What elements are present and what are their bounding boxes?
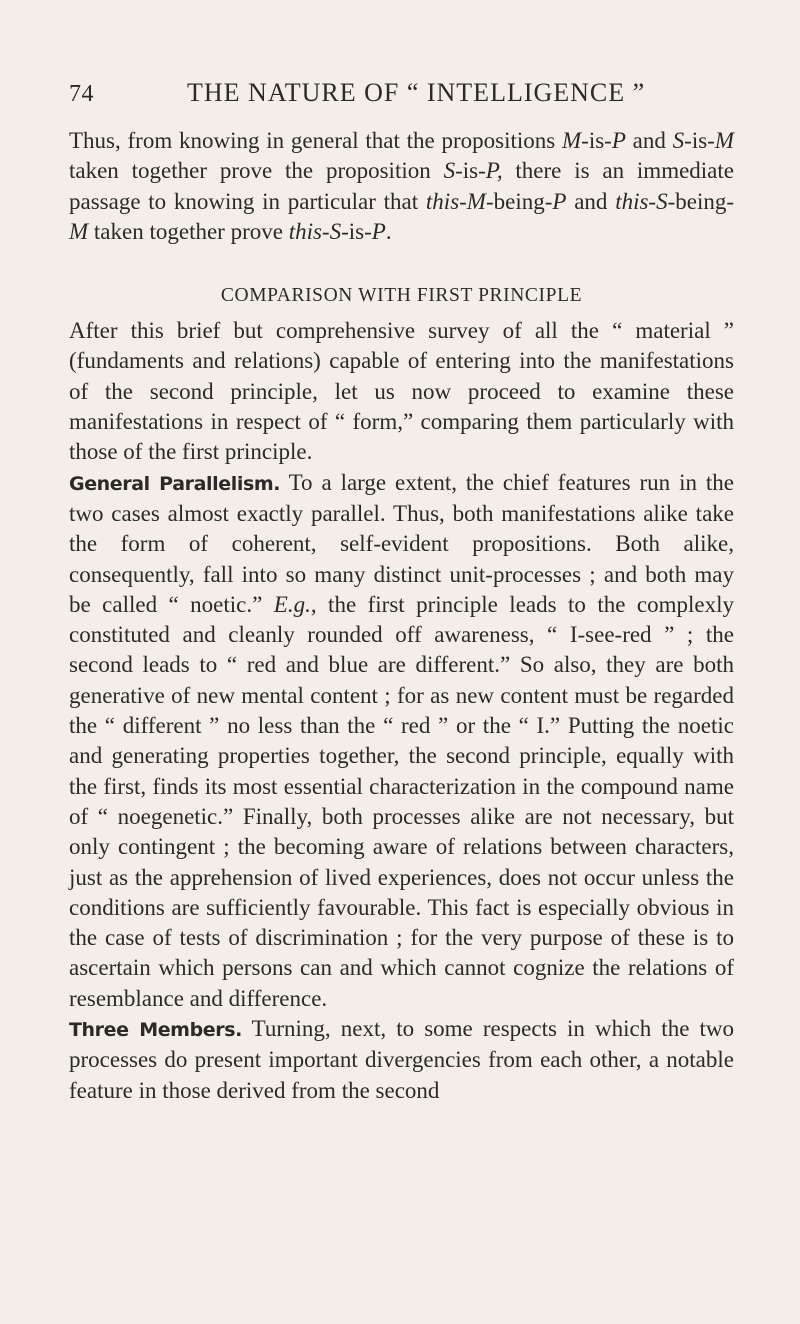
- italic-run: E.g.: [273, 591, 311, 617]
- text-run: -is-: [455, 158, 486, 184]
- text-run: and: [625, 128, 673, 153]
- italic-run: S: [443, 158, 456, 184]
- paragraph-general-parallelism: [69, 468, 734, 1014]
- italic-run: P: [552, 188, 567, 214]
- italic-run: M: [714, 128, 734, 153]
- italic-run: this-M: [425, 188, 486, 214]
- text-run: -is-: [581, 128, 612, 153]
- text-run: .: [385, 218, 392, 244]
- italic-run: P: [611, 128, 626, 153]
- text-run: To a large extent, the chief features run in the two cases almost exactly parallel. Thus, both manifestations alike take the form of coherent, self-evident propositions. Both alike, consequently, fall into so many distinct unit-processes ; and both may be called “ noetic.”: [69, 469, 735, 617]
- text-run: taken together prove: [88, 218, 289, 244]
- section-heading: COMPARISON WITH FIRST PRINCIPLE: [220, 285, 583, 307]
- text-run: , the first principle leads to the complexly constituted and cleanly rounded off awareness, “ I-see-red ” ; the second leads to “ red and blue are different.” So also, they are both generative of new mental content ; for as new content must be regarded the “ different ” no less than the “ red ” or the “ I.” Putting the noetic and generating properties together, the second principle, equally with the first, finds its most essential characterization in the compound name of “ noegenetic.” Finally, both processes alike are not necessary, but only contingent ; the becoming aware of relations between characters, just as the apprehension of lived experiences, does not occur unless the conditions are sufficiently favourable. This fact is especially obvious in the case of tests of discrimination ; for the very purpose of these is to ascertain which persons can and which cannot cognize the relations of resemblance and difference.: [69, 591, 734, 1011]
- italic-run: M: [562, 128, 582, 153]
- side-heading-general-parallelism: General Parallelism.: [69, 472, 281, 495]
- italic-run: this-S: [615, 188, 668, 214]
- text-run: -being-: [485, 188, 553, 214]
- page-number: 74: [69, 81, 94, 107]
- text-run: Turning, next, to some respects in which the two processes do present important divergencies from each other, a notable feature in those derived from the second: [69, 1016, 734, 1103]
- text-run: -is-: [684, 128, 715, 153]
- italic-run: this-S: [288, 218, 342, 244]
- text-run: and: [566, 188, 616, 214]
- paragraph-syllogism: [69, 126, 734, 247]
- paragraph-three-members: [69, 1014, 734, 1106]
- italic-run: M: [69, 218, 89, 244]
- text-run: Thus, from knowing in general that the propositions: [69, 128, 562, 153]
- text-run: -being-: [667, 188, 734, 214]
- italic-run: P,: [485, 158, 503, 184]
- text-run: taken together prove the proposition: [69, 158, 444, 184]
- text-run: there is an immediate passage to knowing in particular that: [69, 158, 734, 214]
- running-header: [69, 78, 734, 122]
- running-title: THE NATURE OF “ INTELLIGENCE ”: [187, 78, 646, 107]
- italic-run: P: [371, 218, 386, 244]
- body-text: [69, 126, 734, 1106]
- italic-run: S: [672, 128, 685, 153]
- text-run: -is-: [341, 218, 372, 244]
- paragraph-survey: After this brief but comprehensive survey of all the “ material ” (fundaments and relations) capable of entering into the manifestations of the second principle, let us now proceed to examine these manifestations in respect of “ form,” comparing them particularly with those of the first principle.: [69, 318, 734, 465]
- side-heading-three-members: Three Members.: [69, 1019, 242, 1042]
